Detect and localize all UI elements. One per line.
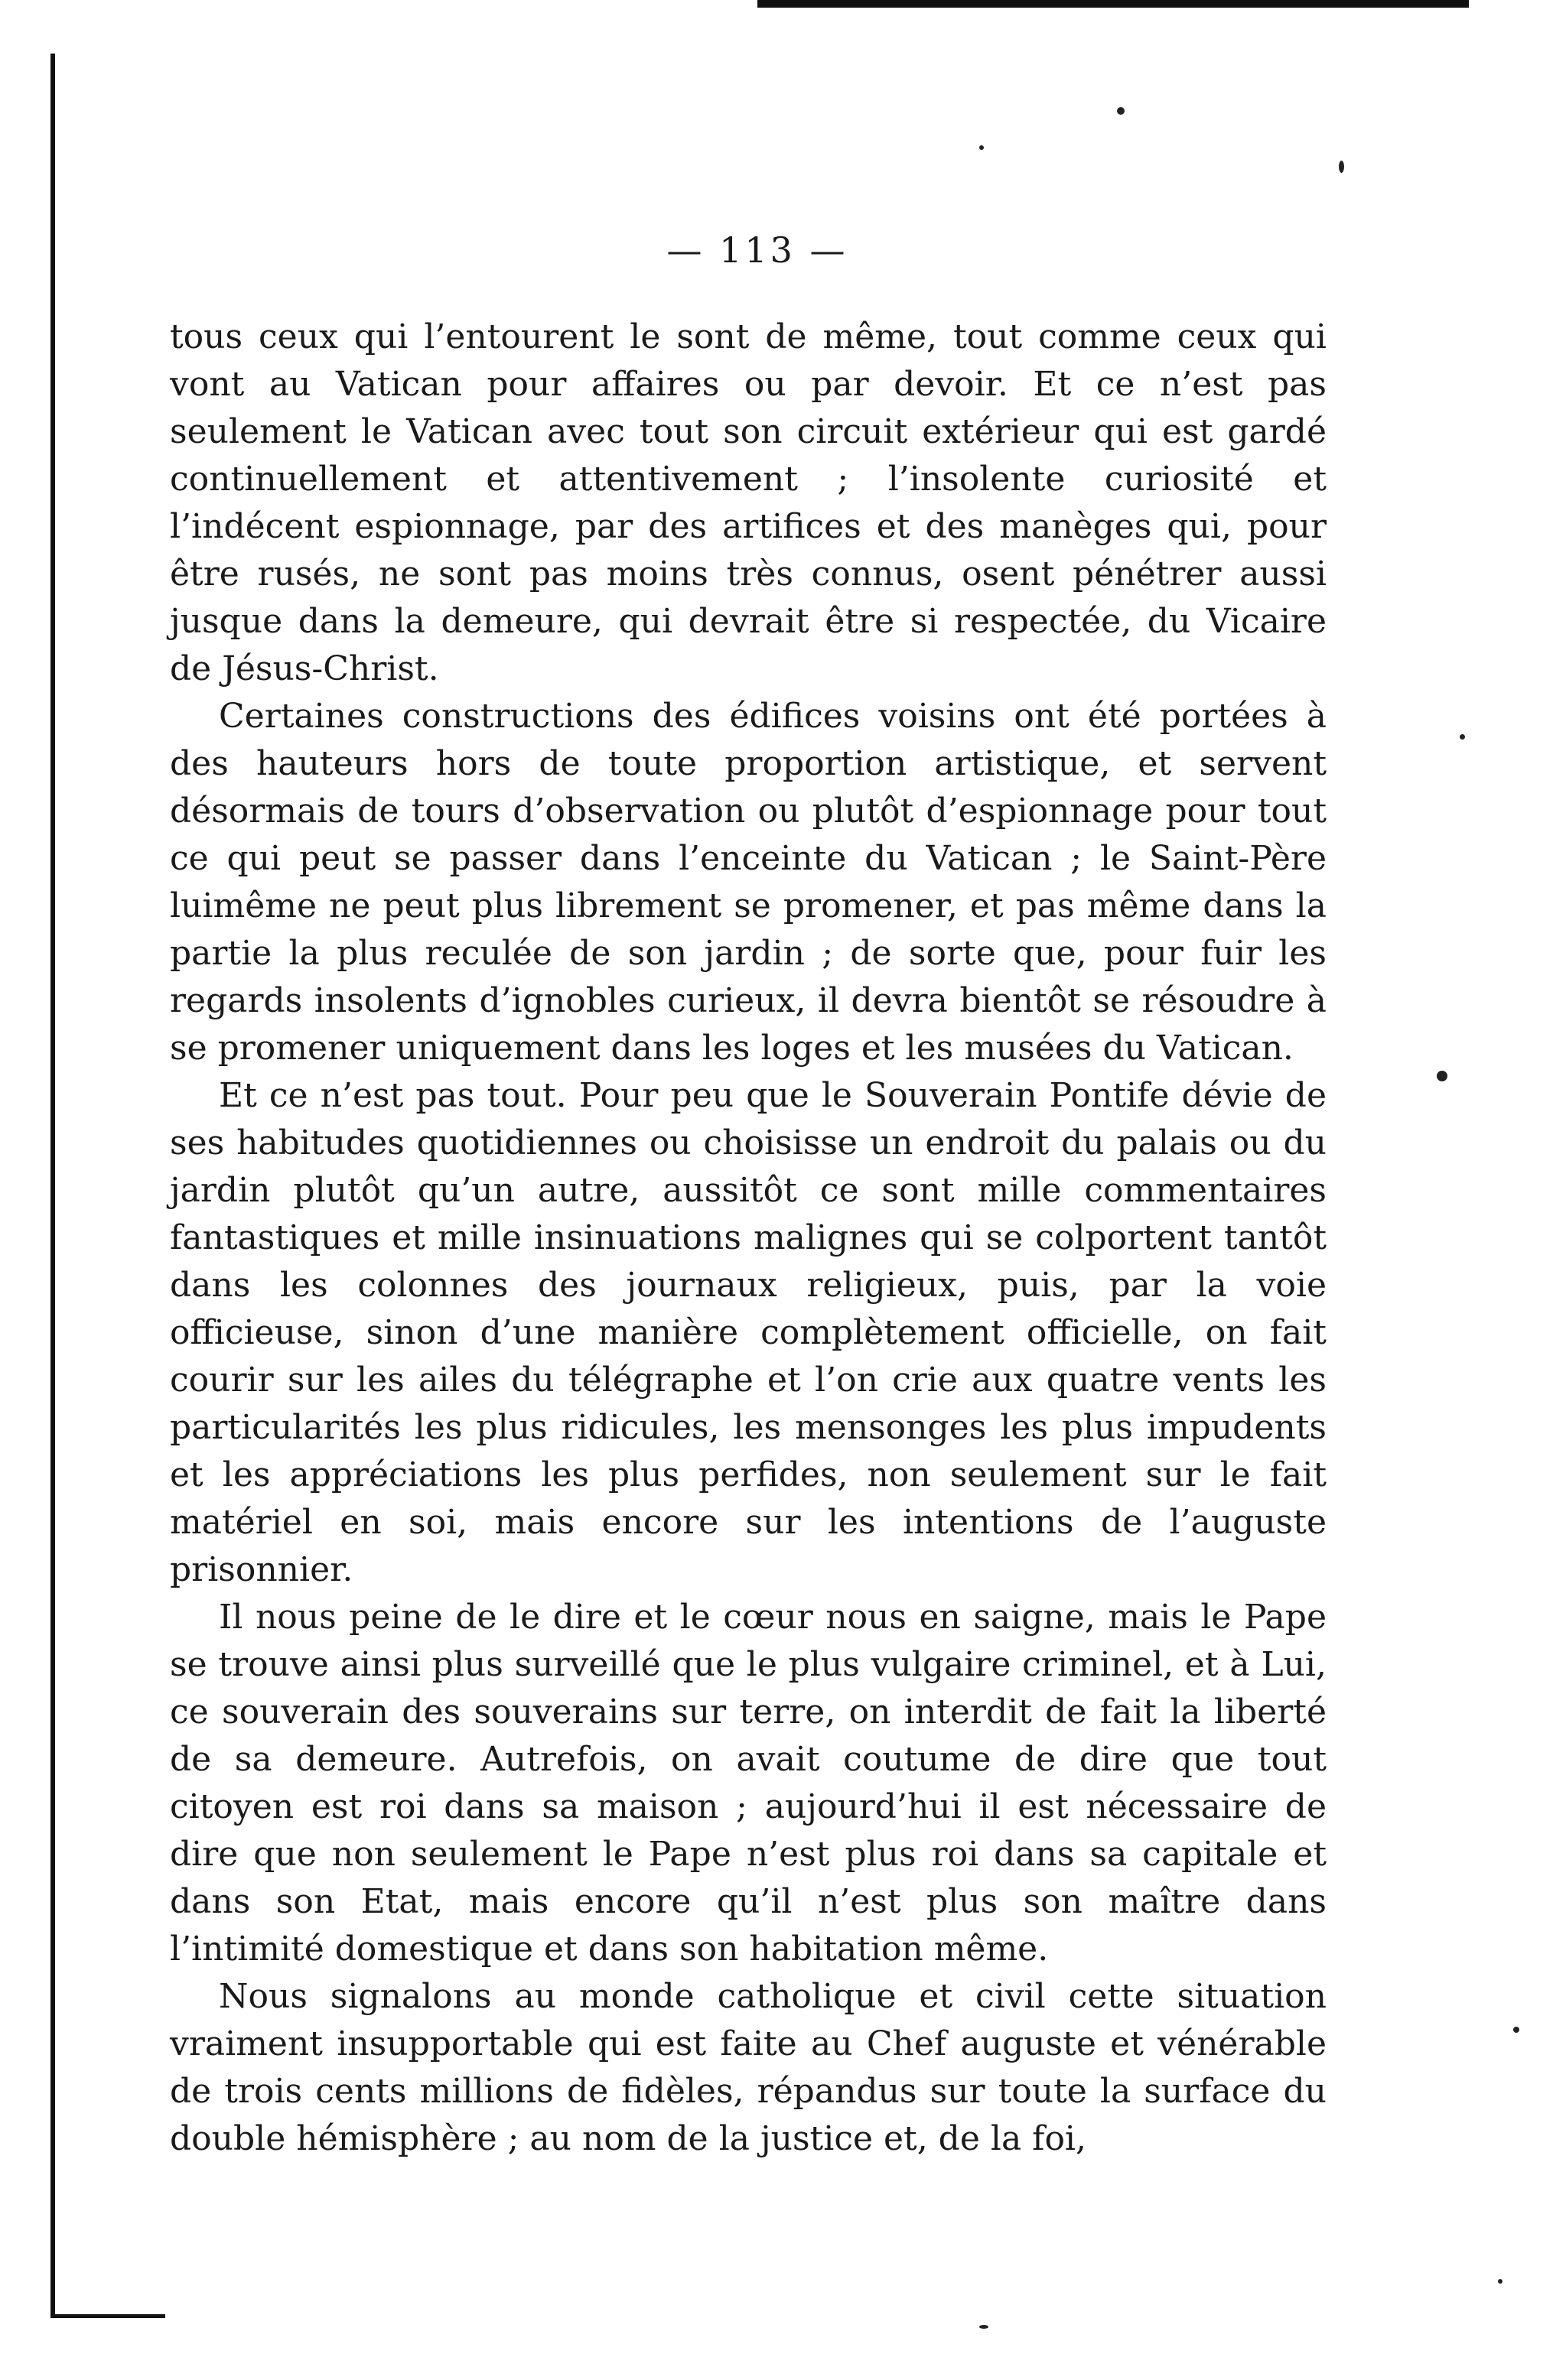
paragraph-5: Nous signalons au monde catholique et civil cette situation vraiment insupportable qui est faite au Chef auguste et vénérable de trois cents millions de fidèles, répandus sur toute la surface du double hémisphère ; au nom de la justice et, de la foi, [170,1977,1327,2158]
scan-speck [1117,107,1125,115]
scan-speck [1339,161,1344,173]
paragraph-2: Certaines constructions des édifices voisins ont été portées à des hauteurs hors de toute proportion artistique, et servent désormais de tours d’observation ou plutôt d’espionnage pour tout ce qui peut se passer dans l’enceinte du Vatican ; le Saint-Père luimême ne peut plus librement se promener, et pas même dans la partie la plus reculée de son jardin ; de sorte que, pour fuir les regards insolents d’ignobles curieux, il devra bientôt se résoudre à se promener uniquement dans les loges et les musées du Vatican. [170,697,1327,1068]
paragraph-1: tous ceux qui l’entourent le sont de même, tout comme ceux qui vont au Vatican pour affaires ou par devoir. Et ce n’est pas seulement le Vatican avec tout son circuit extérieur qui est gardé continuellement et attentivement ; l’insolente curiosité et l’indécent espionnage, par des artifices et des manèges qui, pour être rusés, ne sont pas moins très connus, osent pénétrer aussi jusque dans la demeure, qui devrait être si respectée, du Vicaire de Jésus-Christ. [170,317,1327,688]
scan-speck [1498,2279,1503,2284]
scan-speck [979,2325,988,2329]
paragraph-3: Et ce n’est pas tout. Pour peu que le Souverain Pontife dévie de ses habitudes quotidiennes ou choisisse un endroit du palais ou du jardin plutôt qu’un autre, aussitôt ce sont mille commentaires fantastiques et mille insinuations malignes qui se colportent tantôt dans les colonnes des journaux religieux, puis, par la voie officieuse, sinon d’une manière complètement officielle, on fait courir sur les ailes du télégraphe et l’on crie aux quatre vents les particularités les plus ridicules, les mensonges les plus impudents et les appréciations les plus perfides, non seulement sur le fait matériel en soi, mais encore sur les intentions de l’auguste prisonnier. [170,1076,1327,1589]
scan-speck [1437,1071,1447,1081]
scan-border-bottom [50,2314,165,2318]
page-number: — 113 — [666,229,848,271]
scan-speck [1460,734,1465,740]
scan-speck [1513,2027,1519,2033]
scan-speck [979,145,984,150]
paragraph-4: Il nous peine de le dire et le cœur nous en saigne, mais le Pape se trouve ainsi plus surveillé que le plus vulgaire criminel, et à Lui, ce souverain des souverains sur terre, on interdit de fait la liberté de sa demeure. Autrefois, on avait coutume de dire que tout citoyen est roi dans sa maison ; aujourd’hui il est nécessaire de dire que non seulement le Pape n’est plus roi dans sa capitale et dans son Etat, mais encore qu’il n’est plus son maître dans l’intimité domestique et dans son habitation même. [170,1598,1327,1969]
page-body [170,314,1327,2163]
scan-border-top [757,0,1469,8]
scan-border-left [50,54,55,2317]
